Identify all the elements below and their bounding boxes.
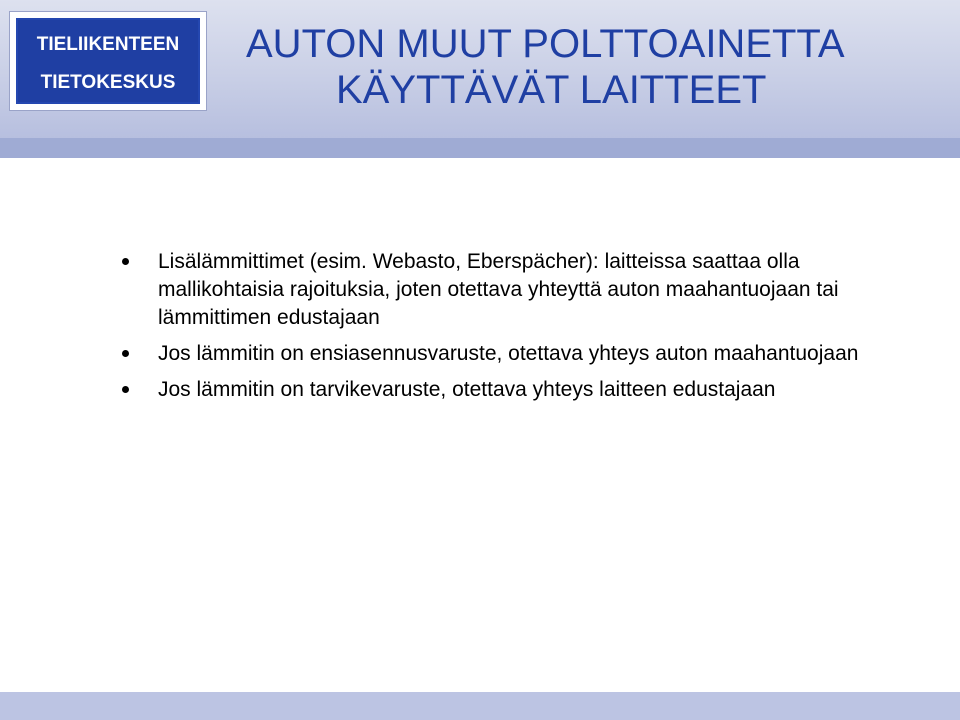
bullet-item bbox=[118, 376, 878, 404]
page-title-line-2: KÄYTTÄVÄT LAITTEET bbox=[336, 68, 767, 112]
bullet-item bbox=[118, 248, 878, 332]
page-title bbox=[246, 21, 845, 113]
bullet-text: Jos lämmitin on tarvikevaruste, otettava yhteys laitteen edustajaan bbox=[158, 378, 776, 401]
bullet-list bbox=[118, 248, 878, 412]
logo-line-1: TIELIIKENTEEN bbox=[36, 34, 180, 55]
footer-band bbox=[0, 692, 960, 720]
page-title-line-1: AUTON MUUT POLTTOAINETTA bbox=[246, 22, 845, 66]
bullet-dot-icon bbox=[122, 350, 129, 357]
logo-line-2: TIETOKESKUS bbox=[40, 72, 176, 93]
bullet-dot-icon bbox=[122, 258, 129, 265]
logo-frame bbox=[9, 11, 207, 111]
bullet-text: Lisälämmittimet (esim. Webasto, Eberspächer): laitteissa saattaa olla mallikohtaisia rajoituksia, joten otettava yhteyttä auton maahantuojaan tai lämmittimen edustajaan bbox=[158, 250, 839, 329]
header-stripe bbox=[0, 138, 960, 158]
bullet-dot-icon bbox=[122, 386, 129, 393]
bullet-text: Jos lämmitin on ensiasennusvaruste, otettava yhteys auton maahantuojaan bbox=[158, 342, 859, 365]
logo bbox=[16, 18, 200, 104]
bullet-item bbox=[118, 340, 878, 368]
